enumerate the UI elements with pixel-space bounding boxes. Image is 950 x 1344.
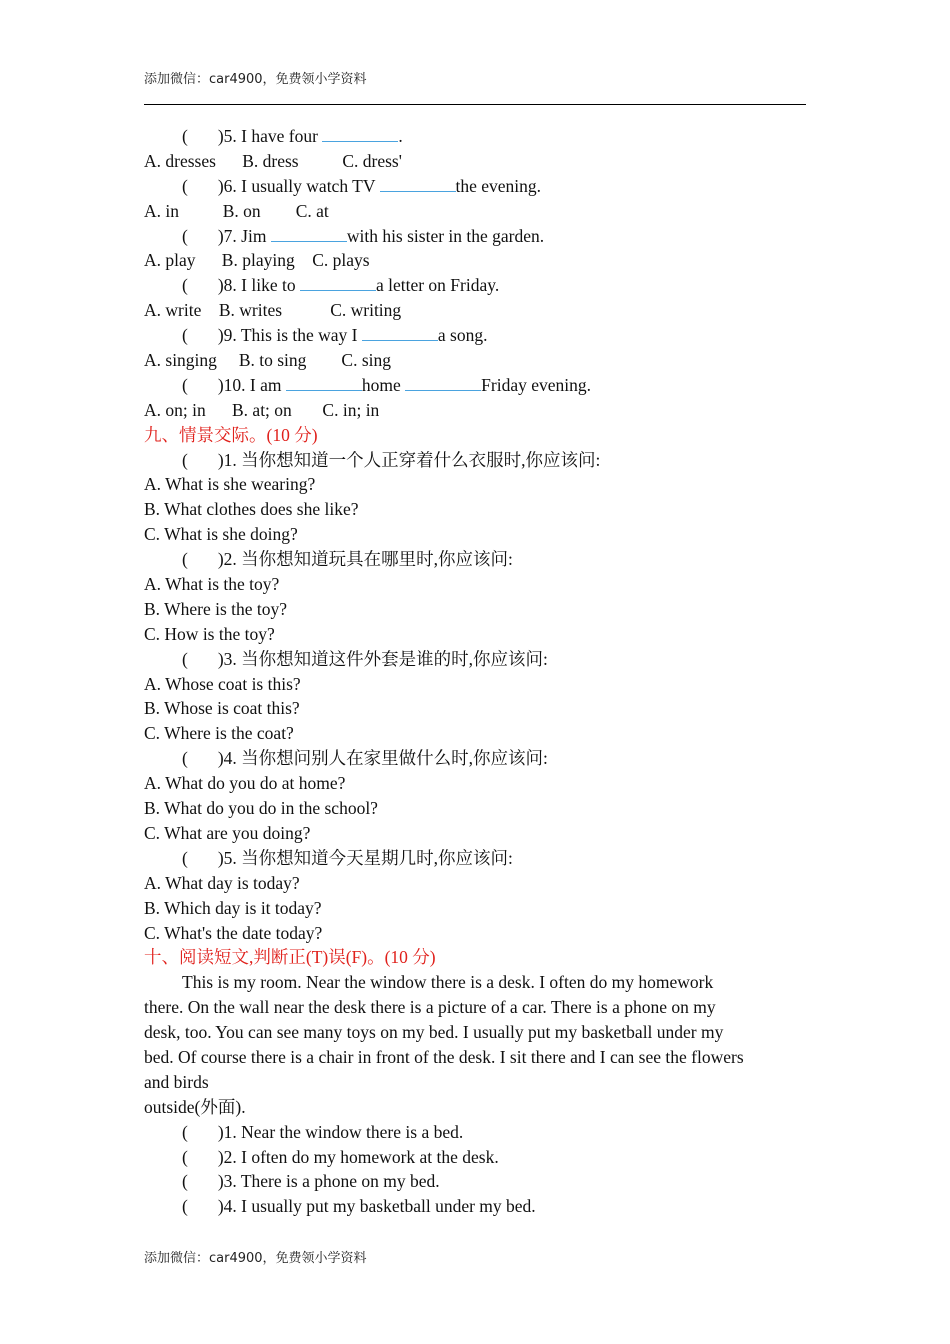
option-a: A. write (144, 300, 202, 321)
option-c: C. dress' (342, 150, 402, 171)
option-a: A. singing (144, 350, 217, 371)
paren: ( (182, 748, 188, 769)
worksheet-content (144, 124, 806, 1219)
s9-q1-option-a: A. What is she wearing? (144, 474, 316, 495)
question-text-after: the evening. (455, 175, 542, 196)
answer-blank[interactable] (322, 125, 398, 142)
option-b: B. at; on (232, 399, 292, 420)
question-text-after: Friday evening. (481, 374, 591, 395)
options-9 (144, 348, 806, 373)
paren: ( (182, 1121, 188, 1142)
paren: ( (182, 449, 188, 470)
options-8 (144, 298, 806, 323)
question-text-after: . (398, 126, 403, 146)
question-text: )10. I am (217, 374, 286, 395)
s9-question-2 (144, 547, 806, 572)
passage-line-3: desk, too. You can see many toys on my bed. I usually put my basketball under my (144, 1022, 724, 1043)
passage-line-2: there. On the wall near the desk there is a picture of a car. There is a phone on my (144, 997, 716, 1018)
option-c: C. sing (341, 350, 392, 371)
option-c: C. at (295, 200, 329, 221)
s9-question-4 (144, 746, 806, 771)
paren: ( (182, 225, 188, 246)
question-text: )3. There is a phone on my bed. (217, 1171, 440, 1192)
options-7 (144, 248, 806, 273)
s10-question-1 (144, 1120, 806, 1145)
question-5 (144, 124, 806, 149)
option-c: C. in; in (322, 399, 380, 420)
section-9-title: 九、情景交际。(10 分) (144, 424, 318, 445)
paren: ( (182, 648, 188, 669)
answer-blank[interactable] (271, 225, 347, 242)
s9-q3-option-b: B. Whose is coat this? (144, 698, 300, 719)
s9-question-5 (144, 846, 806, 871)
question-text-after: a letter on Friday. (375, 275, 500, 296)
question-9 (144, 323, 806, 348)
page-header: 添加微信：car4900，免费领小学资料 (144, 72, 367, 87)
s9-q1-option-c: C. What is she doing? (144, 524, 298, 545)
s9-q4-option-a: A. What do you do at home? (144, 773, 346, 794)
answer-blank[interactable] (362, 324, 438, 341)
paren: ( (182, 325, 188, 346)
paren: ( (182, 175, 188, 196)
section-10-title: 十、阅读短文,判断正(T)误(F)。(10 分) (144, 947, 436, 968)
paren: ( (182, 374, 188, 395)
paren: ( (182, 126, 188, 146)
passage-line-6: outside(外面). (144, 1096, 246, 1117)
s9-question-1 (144, 448, 806, 473)
question-text: )6. I usually watch TV (217, 175, 380, 196)
s9-q2-option-c: C. How is the toy? (144, 623, 275, 644)
question-text: )2. I often do my homework at the desk. (217, 1146, 499, 1167)
s9-q3-option-a: A. Whose coat is this? (144, 673, 301, 694)
question-text: )5. I have four (217, 126, 323, 146)
option-a: A. play (144, 250, 196, 271)
question-6 (144, 174, 806, 199)
header-rule (144, 104, 806, 105)
question-text: )1. Near the window there is a bed. (217, 1121, 464, 1142)
s9-q5-option-a: A. What day is today? (144, 872, 300, 893)
paren: ( (182, 1171, 188, 1192)
question-text: )1. 当你想知道一个人正穿着什么衣服时,你应该问: (217, 449, 601, 470)
question-text: )5. 当你想知道今天星期几时,你应该问: (217, 847, 513, 868)
question-10 (144, 373, 806, 398)
question-8 (144, 273, 806, 298)
question-text: )4. I usually put my basketball under my bed. (217, 1196, 536, 1217)
passage-line-1: This is my room. Near the window there is a desk. I often do my homework (182, 972, 714, 993)
paren: ( (182, 847, 188, 868)
option-b: B. dress (242, 150, 299, 171)
paren: ( (182, 549, 188, 570)
question-text: )9. This is the way I (217, 325, 362, 346)
options-5 (144, 149, 806, 174)
option-a: A. on; in (144, 399, 206, 420)
option-b: B. writes (218, 300, 283, 321)
option-b: B. on (222, 200, 261, 221)
s9-q1-option-b: B. What clothes does she like? (144, 499, 359, 520)
passage-line-5: and birds (144, 1071, 209, 1092)
s9-q2-option-a: A. What is the toy? (144, 574, 280, 595)
s9-q5-option-b: B. Which day is it today? (144, 897, 322, 918)
answer-blank-2[interactable] (405, 374, 481, 391)
answer-blank[interactable] (300, 274, 376, 291)
option-a: A. dresses (144, 150, 216, 171)
answer-blank[interactable] (380, 175, 456, 192)
page-footer: 添加微信：car4900，免费领小学资料 (144, 1251, 367, 1266)
answer-blank-1[interactable] (286, 374, 362, 391)
s10-question-4 (144, 1194, 806, 1219)
question-text: )7. Jim (217, 225, 271, 246)
question-text: )2. 当你想知道玩具在哪里时,你应该问: (217, 549, 513, 570)
s10-question-2 (144, 1145, 806, 1170)
s9-q3-option-c: C. Where is the coat? (144, 723, 294, 744)
question-text-after: with his sister in the garden. (346, 225, 545, 246)
options-6 (144, 199, 806, 224)
option-a: A. in (144, 200, 179, 221)
s9-question-3 (144, 647, 806, 672)
question-text-after: a song. (437, 325, 488, 346)
paren: ( (182, 1146, 188, 1167)
s9-q4-option-c: C. What are you doing? (144, 822, 311, 843)
s9-q2-option-b: B. Where is the toy? (144, 598, 288, 619)
paren: ( (182, 1196, 188, 1217)
question-text: )3. 当你想知道这件外套是谁的时,你应该问: (217, 648, 548, 669)
option-b: B. to sing (238, 350, 307, 371)
options-10 (144, 398, 806, 423)
option-c: C. plays (312, 250, 370, 271)
s9-q5-option-c: C. What's the date today? (144, 922, 323, 943)
s10-question-3 (144, 1169, 806, 1194)
question-text: )8. I like to (217, 275, 300, 296)
question-text: )4. 当你想问别人在家里做什么时,你应该问: (217, 748, 548, 769)
question-7 (144, 224, 806, 249)
option-b: B. playing (221, 250, 295, 271)
paren: ( (182, 275, 188, 296)
passage-line-4: bed. Of course there is a chair in front of the desk. I sit there and I can see the flowers (144, 1046, 744, 1067)
option-c: C. writing (330, 300, 402, 321)
question-text-mid: home (361, 374, 406, 395)
s9-q4-option-b: B. What do you do in the school? (144, 798, 378, 819)
